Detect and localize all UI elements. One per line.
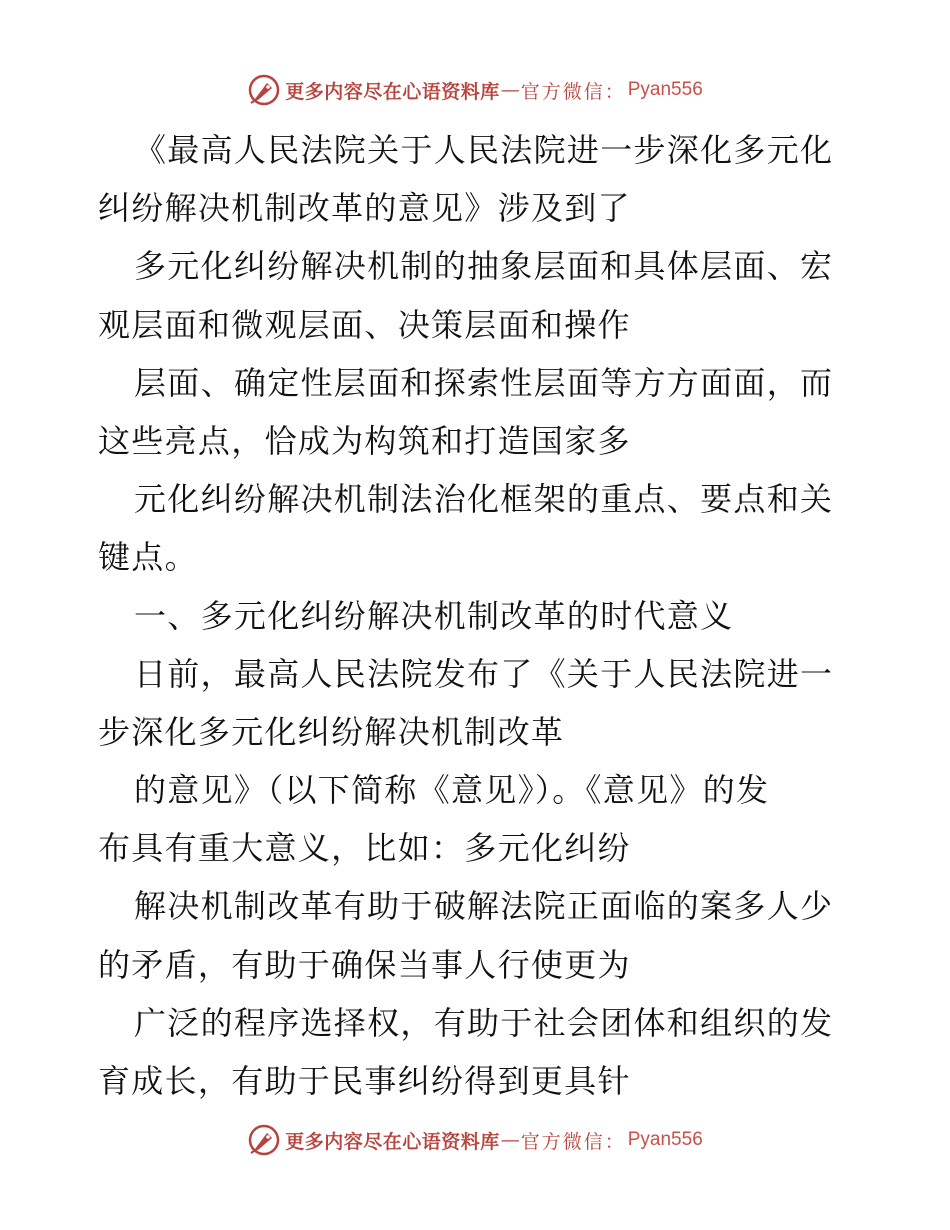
section-heading: 一、多元化纠纷解决机制改革的时代意义: [134, 596, 734, 635]
body-line: 步深化多元化纠纷解决机制改革: [98, 712, 565, 751]
body-line: 育成长，有助于民事纠纷得到更具针: [98, 1062, 631, 1100]
body-line: 元化纠纷解决机制法治化框架的重点、要点和关: [134, 480, 834, 519]
body-line: 观层面和微观层面、决策层面和操作: [98, 305, 631, 344]
pen-nib-logo-icon: [247, 73, 281, 107]
body-line: 日前，最高人民法院发布了《关于人民法院进一: [134, 654, 834, 693]
banner-dash: —: [500, 79, 520, 101]
document-body: [98, 121, 858, 1110]
body-line: 的矛盾，有助于确保当事人行使更为: [98, 945, 631, 984]
banner-wechat-label: 官方微信：: [520, 1130, 626, 1153]
body-line: 解决机制改革有助于破解法院正面临的案多人少: [134, 887, 834, 926]
body-line: 广泛的程序选择权，有助于社会团体和组织的发: [134, 1003, 834, 1042]
body-line: 纠纷解决机制改革的意见》涉及到了: [98, 189, 631, 228]
body-line: 层面、确定性层面和探索性层面等方方面面，而: [134, 363, 834, 402]
banner-dash: —: [500, 1129, 520, 1151]
pen-nib-logo-icon: [247, 1123, 281, 1157]
body-line: 多元化纠纷解决机制的抽象层面和具体层面、宏: [134, 247, 834, 286]
banner-slogan: 更多内容尽在心语资料库: [285, 80, 500, 103]
footer-banner: [0, 1120, 950, 1160]
banner-wechat-id: Pyan556: [627, 1129, 703, 1150]
body-line: 布具有重大意义，比如：多元化纠纷: [98, 829, 631, 868]
banner-slogan: 更多内容尽在心语资料库: [285, 1130, 500, 1153]
body-line: 这些亮点，恰成为构筑和打造国家多: [98, 421, 631, 460]
banner-wechat-id: Pyan556: [627, 79, 703, 100]
banner-wechat-label: 官方微信：: [520, 80, 626, 103]
header-banner: [0, 70, 950, 110]
body-line: 《最高人民法院关于人民法院进一步深化多元化: [134, 131, 834, 169]
body-line: 的意见》（以下简称《意见》）。《意见》的发: [134, 771, 770, 810]
body-line: 键点。: [98, 538, 198, 577]
